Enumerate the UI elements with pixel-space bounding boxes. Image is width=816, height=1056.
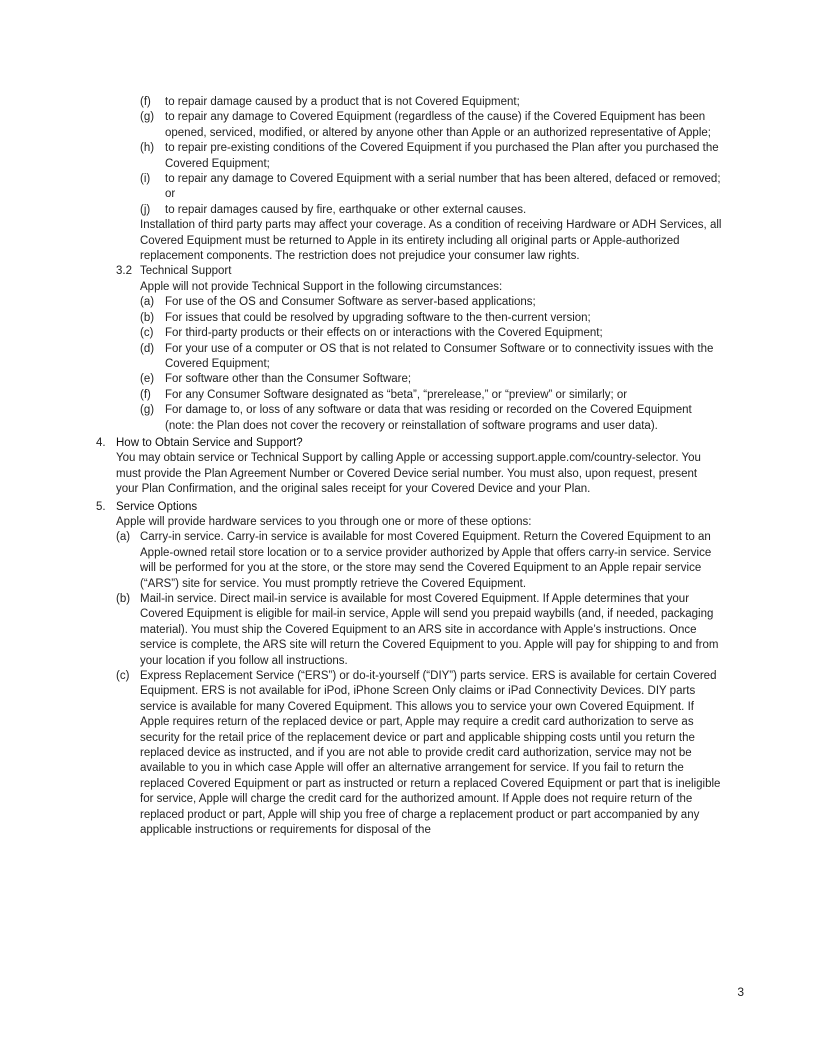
section-4-body: You may obtain service or Technical Support by calling Apple or accessing support.apple.com/country-selector. You must provide the Plan Agreement Number or Covered Device serial number. You must also, upon request, present your Plan Confirmation, and the original sales receipt for your Covered Device and your Plan.	[116, 452, 701, 496]
support-label: (c)	[140, 327, 154, 340]
exclusion-text: to repair pre-existing conditions of the Covered Equipment if you purchased the Plan after you purchased the Covered Equipment;	[165, 142, 719, 170]
support-item	[96, 403, 722, 434]
exclusion-label: (i)	[140, 173, 151, 186]
section-number: 4.	[96, 436, 106, 449]
support-label: (e)	[140, 373, 155, 386]
technical-support-heading	[96, 264, 722, 279]
section-number: 3.2	[116, 265, 132, 278]
support-label: (d)	[140, 342, 155, 355]
section-4-heading	[96, 436, 722, 451]
support-text: For use of the OS and Consumer Software as server-based applications;	[165, 296, 536, 309]
service-option-text: Mail-in service. Direct mail-in service is available for most Covered Equipment. If Apple determines that your Covered Equipment is eligible for mail-in service, Apple will send you prepaid waybills (and, if needed, packaging material). You must ship the Covered Equipment to an ARS site in accordance with Apple’s instructions. Once service is complete, the ARS site will return the Covered Equipment to you. Apple will pay for shipping to and from your location if you follow all instructions.	[140, 593, 719, 667]
support-item	[96, 342, 722, 373]
exclusion-label: (f)	[140, 96, 151, 108]
section-5-heading	[96, 500, 722, 515]
support-label: (a)	[140, 296, 155, 309]
service-option-item	[96, 669, 722, 838]
exclusion-label: (h)	[140, 142, 155, 155]
section-title: Technical Support	[140, 265, 232, 278]
exclusion-text: to repair damage caused by a product that is not Covered Equipment;	[165, 96, 520, 108]
section-number: 5.	[96, 500, 106, 513]
support-item	[96, 295, 722, 310]
service-option-text: Express Replacement Service (“ERS”) or do-it-yourself (“DIY”) parts service. ERS is available for certain Covered Equipment. ERS is not available for iPod, iPhone Screen Only claims or iPad Connectivity Devices. DIY parts service is available for many Covered Equipment. This allows you to service your own Covered Equipment. If Apple requires return of the replaced device or part, Apple may require a credit card authorization to serve as security for the retail price of the replacement device or part and applicable shipping costs until you return the replaced device as instructed, and if you are not able to provide credit card authorization, service may not be available to you in which case Apple will offer an alternative arrangement for service. If you fail to return the replaced Covered Equipment or part as instructed or return a replaced Covered Equipment or part that is ineligible for service, Apple will charge the credit card for the authorized amount. If Apple does not require return of the replaced product or part, Apple will ship you free of charge a replacement product or part accompanied by any applicable instructions or requirements for disposal of the	[140, 670, 721, 837]
page-content	[96, 95, 722, 839]
third-party-paragraph: Installation of third party parts may affect your coverage. As a condition of receiving Hardware or ADH Services, all Covered Equipment must be returned to Apple in its entirety including all original parts or Apple-authorized replacement components. The restriction does not prejudice your consumer law rights.	[140, 219, 722, 263]
support-text: For damage to, or loss of any software or data that was residing or recorded on the Covered Equipment (note: the Plan does not cover the recovery or reinstallation of software programs and user data).	[165, 404, 692, 432]
support-text: For any Consumer Software designated as “beta”, “prerelease,” or “preview” or similarly; or	[165, 388, 628, 401]
service-option-item	[96, 530, 722, 592]
support-item	[96, 388, 722, 403]
support-text: For issues that could be resolved by upgrading software to the then-current version;	[165, 311, 591, 324]
support-item	[96, 326, 722, 341]
support-text: For third-party products or their effects on or interactions with the Covered Equipment;	[165, 327, 603, 340]
exclusion-item	[96, 95, 722, 110]
service-option-label: (b)	[116, 593, 131, 605]
support-label: (f)	[140, 388, 151, 401]
service-option-label: (a)	[116, 531, 131, 544]
service-option-text: Carry-in service. Carry-in service is available for most Covered Equipment. Return the Covered Equipment to an Apple-owned retail store location or to a service provider authorized by Apple that offers carry-in service. Service will be performed for you at the store, or the store may send the Covered Equipment to an Apple repair service (“ARS”) site for service. You must promptly retrieve the Covered Equipment.	[140, 531, 712, 590]
support-item	[96, 311, 722, 326]
exclusion-text: to repair any damage to Covered Equipment (regardless of the cause) if the Covered Equipment has been opened, serviced, modified, or altered by anyone other than Apple or an authorized representative of Apple;	[165, 111, 711, 139]
support-label: (b)	[140, 311, 155, 324]
support-text: For software other than the Consumer Software;	[165, 373, 412, 386]
section-title: Service Options	[116, 500, 198, 513]
page-number: 3	[737, 985, 744, 999]
exclusion-item	[96, 110, 722, 141]
exclusion-item	[96, 203, 722, 218]
support-item	[96, 372, 722, 387]
support-label: (g)	[140, 404, 155, 417]
service-option-label: (c)	[116, 670, 130, 683]
exclusion-item	[96, 141, 722, 172]
exclusion-label: (j)	[140, 203, 151, 216]
section-5-intro: Apple will provide hardware services to you through one or more of these options:	[116, 515, 532, 528]
section-title: How to Obtain Service and Support?	[116, 436, 303, 449]
service-option-item	[96, 592, 722, 669]
exclusion-label: (g)	[140, 111, 155, 124]
technical-support-intro: Apple will not provide Technical Support in the following circumstances:	[140, 280, 503, 293]
support-text: For your use of a computer or OS that is not related to Consumer Software or to connectivity issues with the Covered Equipment;	[165, 342, 714, 370]
exclusion-item	[96, 172, 722, 203]
exclusion-text: to repair damages caused by fire, earthquake or other external causes.	[165, 203, 527, 216]
exclusion-text: to repair any damage to Covered Equipment with a serial number that has been altered, defaced or removed; or	[165, 173, 721, 201]
